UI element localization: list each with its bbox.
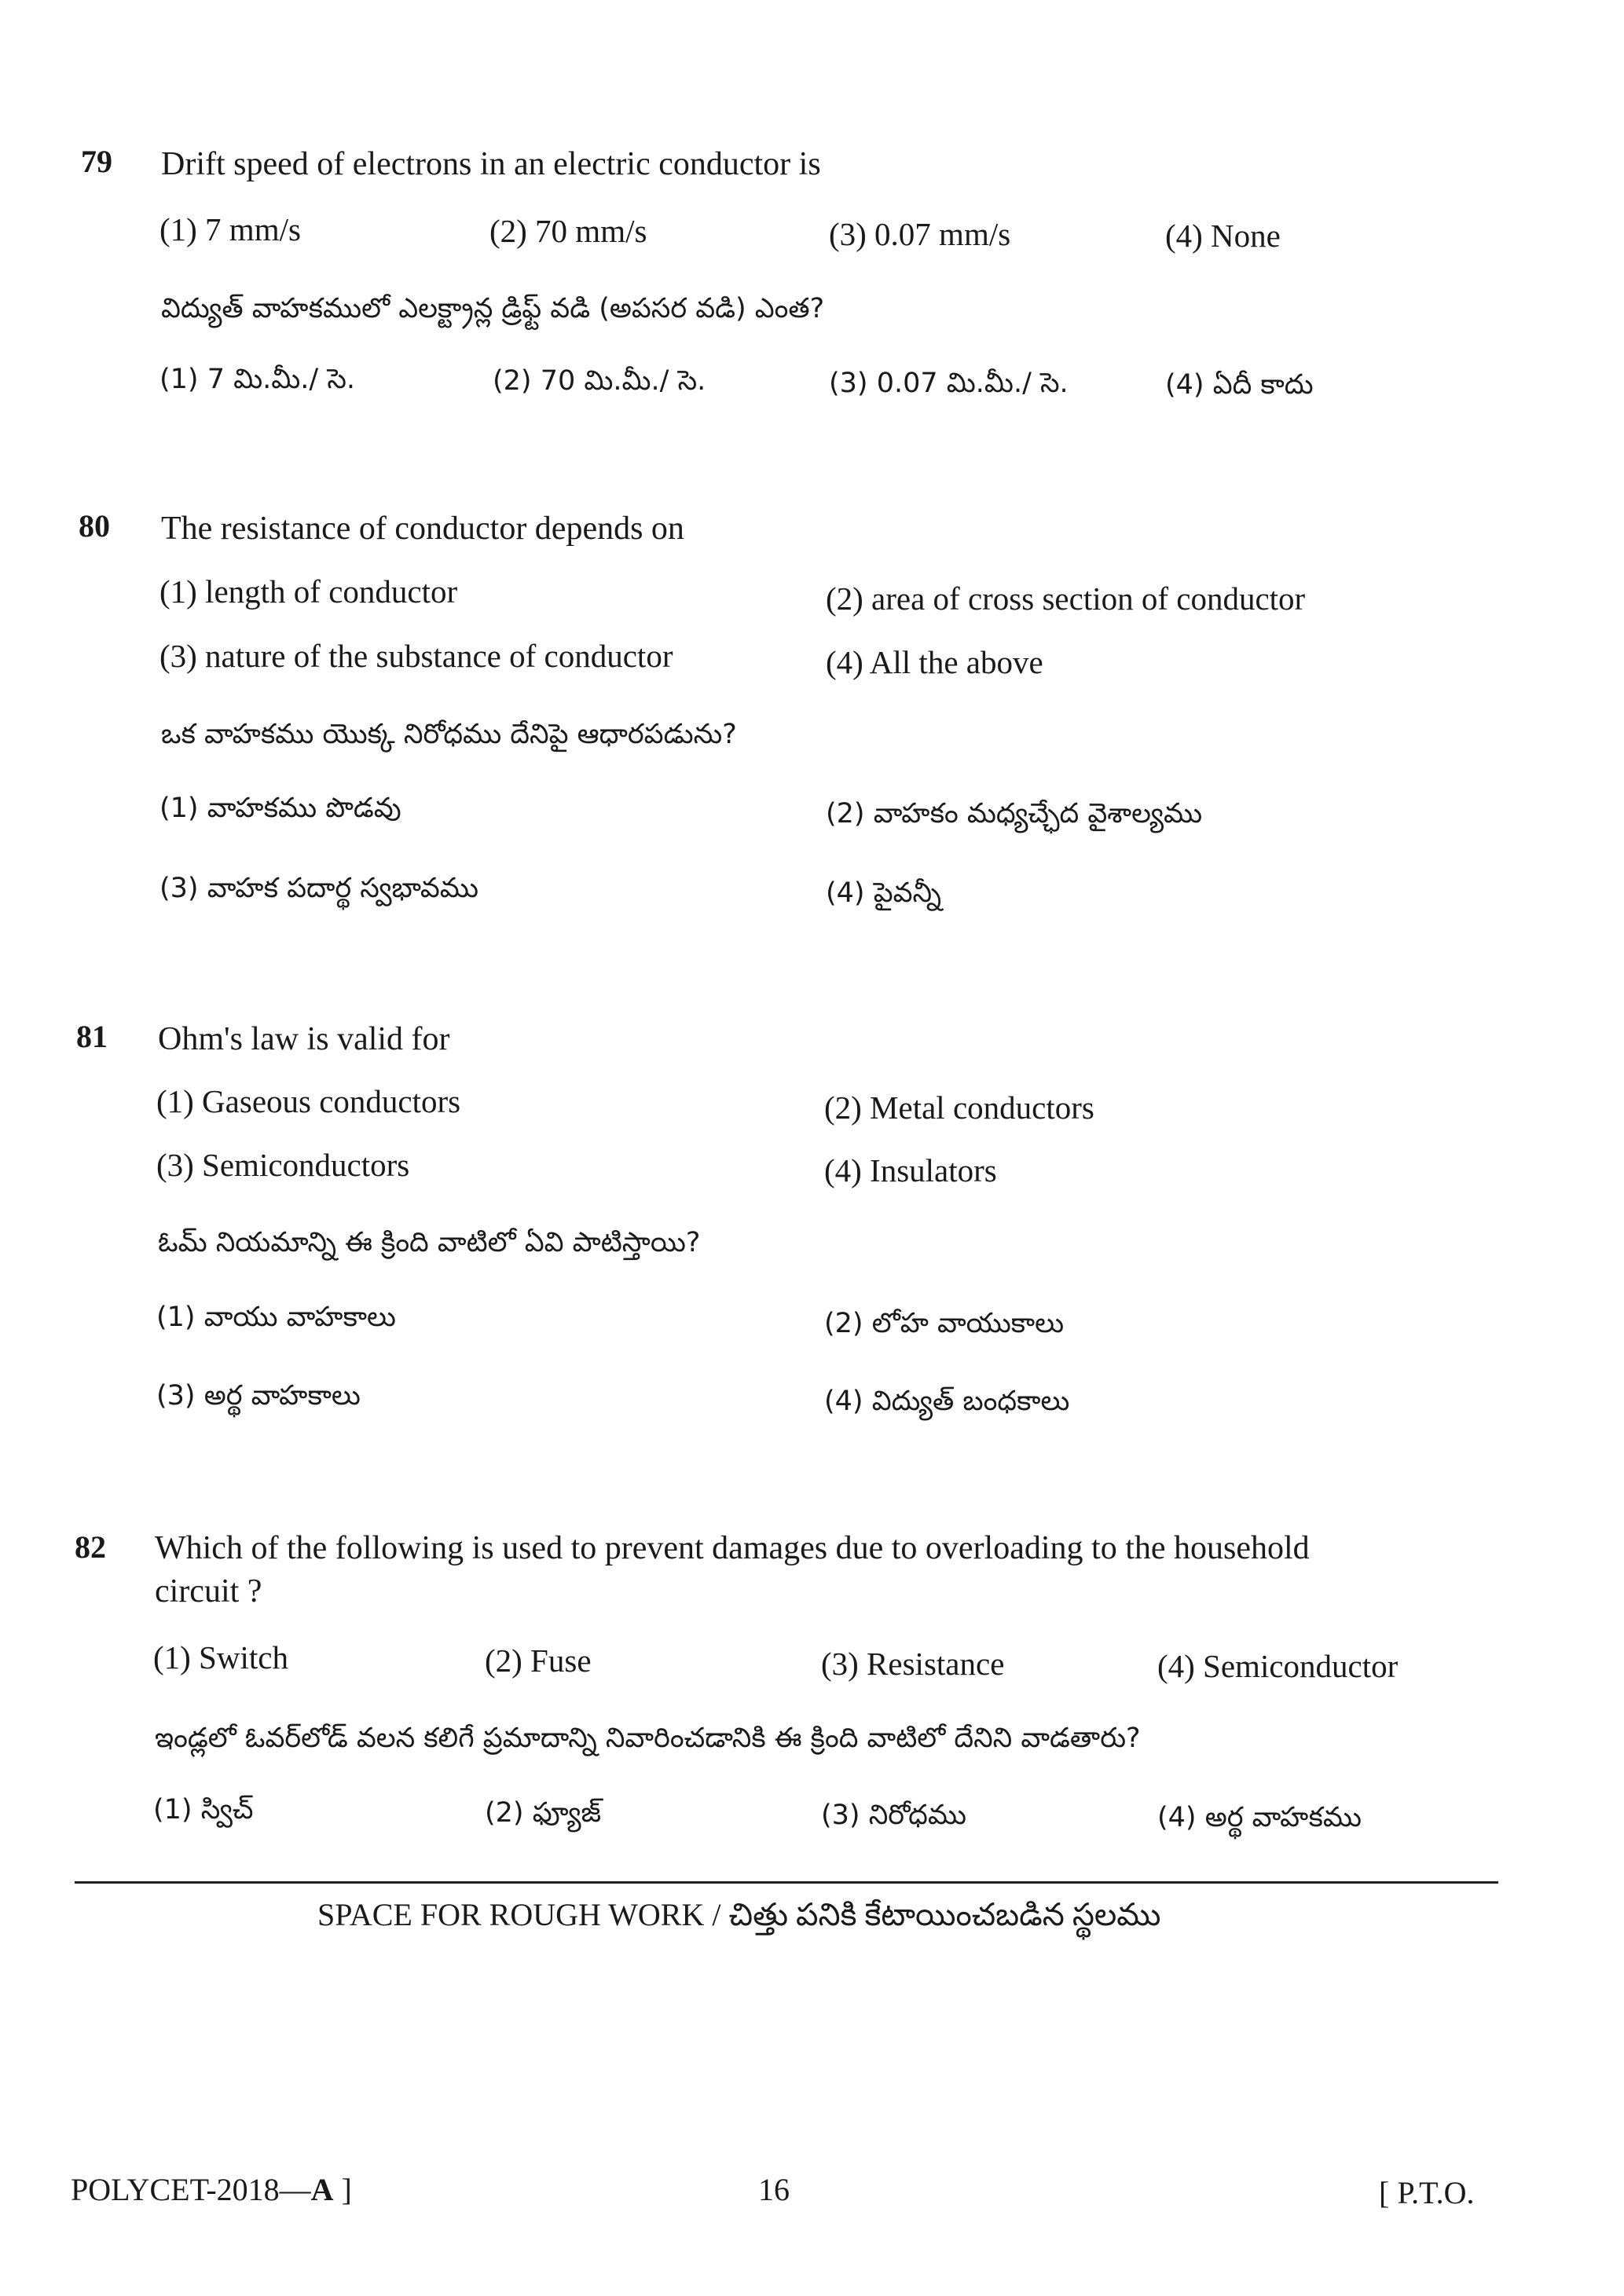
telugu-option-2: (2) ఫ్యూజ్ <box>485 1797 602 1829</box>
telugu-option-1: (1) స్విచ్ <box>153 1794 254 1825</box>
telugu-option-1: (1) వాహకము పొడవు <box>159 793 401 824</box>
option-1: (1) 7 mm/s <box>159 211 301 247</box>
option-2: (2) Metal conductors <box>824 1089 1094 1126</box>
pto-label: [ P.T.O. <box>1379 2175 1475 2210</box>
option-4: (4) Insulators <box>824 1152 997 1188</box>
option-4: (4) None <box>1165 218 1281 254</box>
telugu-option-3: (3) వాహక పదార్థ స్వభావము <box>159 873 478 904</box>
option-4: (4) All the above <box>826 644 1043 680</box>
telugu-option-4: (4) అర్థ వాహకము <box>1157 1802 1362 1833</box>
option-2: (2) area of cross section of conductor <box>826 580 1306 617</box>
telugu-question-text: ఓమ్ నియమాన్ని ఈ క్రింది వాటిలో ఏవి పాటిస్తాయి? <box>158 1227 701 1258</box>
option-1: (1) Switch <box>153 1639 288 1675</box>
question-text: The resistance of conductor depends on <box>161 511 684 547</box>
telugu-option-2: (2) 70 మి.మీ./ సె. <box>493 365 706 397</box>
page-number: 16 <box>758 2172 790 2207</box>
question-number: 82 <box>75 1529 106 1565</box>
exam-code-prefix: POLYCET-2018— <box>71 2172 311 2207</box>
option-3: (3) 0.07 mm/s <box>829 216 1011 252</box>
question-number: 79 <box>81 144 112 179</box>
option-3: (3) nature of the substance of conductor <box>159 638 673 674</box>
telugu-question-text: ఇండ్లలో ఓవర్‌లోడ్ వలన కలిగే ప్రమాదాన్ని నివారించడానికి ఈ క్రింది వాటిలో దేనిని వాడతారు? <box>155 1723 1141 1754</box>
telugu-option-3: (3) నిరోధము <box>821 1800 966 1831</box>
question-number: 80 <box>79 508 110 544</box>
option-4: (4) Semiconductor <box>1157 1648 1399 1684</box>
telugu-question-text: విద్యుత్ వాహకములో ఎలక్ట్రాన్ల డ్రిఫ్ట్ వడి (అపసర వడి) ఎంత? <box>161 293 825 324</box>
exam-code-set: A <box>310 2172 334 2207</box>
option-1: (1) length of conductor <box>159 573 458 610</box>
option-2: (2) 70 mm/s <box>489 213 647 249</box>
option-1: (1) Gaseous conductors <box>156 1083 461 1119</box>
question-text-line-2: circuit ? <box>155 1573 262 1609</box>
telugu-option-4: (4) విద్యుత్ బంధకాలు <box>824 1386 1070 1417</box>
option-3: (3) Semiconductors <box>156 1147 410 1183</box>
question-number: 81 <box>76 1019 108 1054</box>
question-text: Ohm's law is valid for <box>158 1021 450 1057</box>
option-3: (3) Resistance <box>821 1646 1005 1682</box>
rough-work-divider <box>75 1881 1498 1884</box>
telugu-option-4: (4) ఏదీ కాదు <box>1165 369 1314 401</box>
rough-work-label: SPACE FOR ROUGH WORK / చిత్తు పనికి కేటాయించబడిన స్థలము <box>317 1897 1161 1932</box>
telugu-question-text: ఒక వాహకము యొక్క నిరోధము దేనిపై ఆధారపడును? <box>161 719 737 750</box>
exam-code <box>71 2174 352 2206</box>
question-text-line-1: Which of the following is used to prevent damages due to overloading to the household <box>155 1530 1310 1566</box>
telugu-option-2: (2) వాహకం మధ్యచ్ఛేద వైశాల్యము <box>826 798 1203 829</box>
option-2: (2) Fuse <box>485 1642 592 1679</box>
telugu-option-3: (3) అర్థ వాహకాలు <box>156 1380 361 1412</box>
telugu-option-2: (2) లోహ వాయుకాలు <box>824 1308 1065 1339</box>
telugu-option-3: (3) 0.07 మి.మీ./ సె. <box>829 368 1069 399</box>
telugu-option-4: (4) పైవన్నీ <box>826 877 941 909</box>
question-text: Drift speed of electrons in an electric conductor is <box>161 146 821 182</box>
telugu-option-1: (1) 7 మి.మీ./ సె. <box>159 364 356 395</box>
telugu-option-1: (1) వాయు వాహకాలు <box>156 1302 396 1333</box>
exam-code-suffix: ] <box>333 2172 352 2207</box>
